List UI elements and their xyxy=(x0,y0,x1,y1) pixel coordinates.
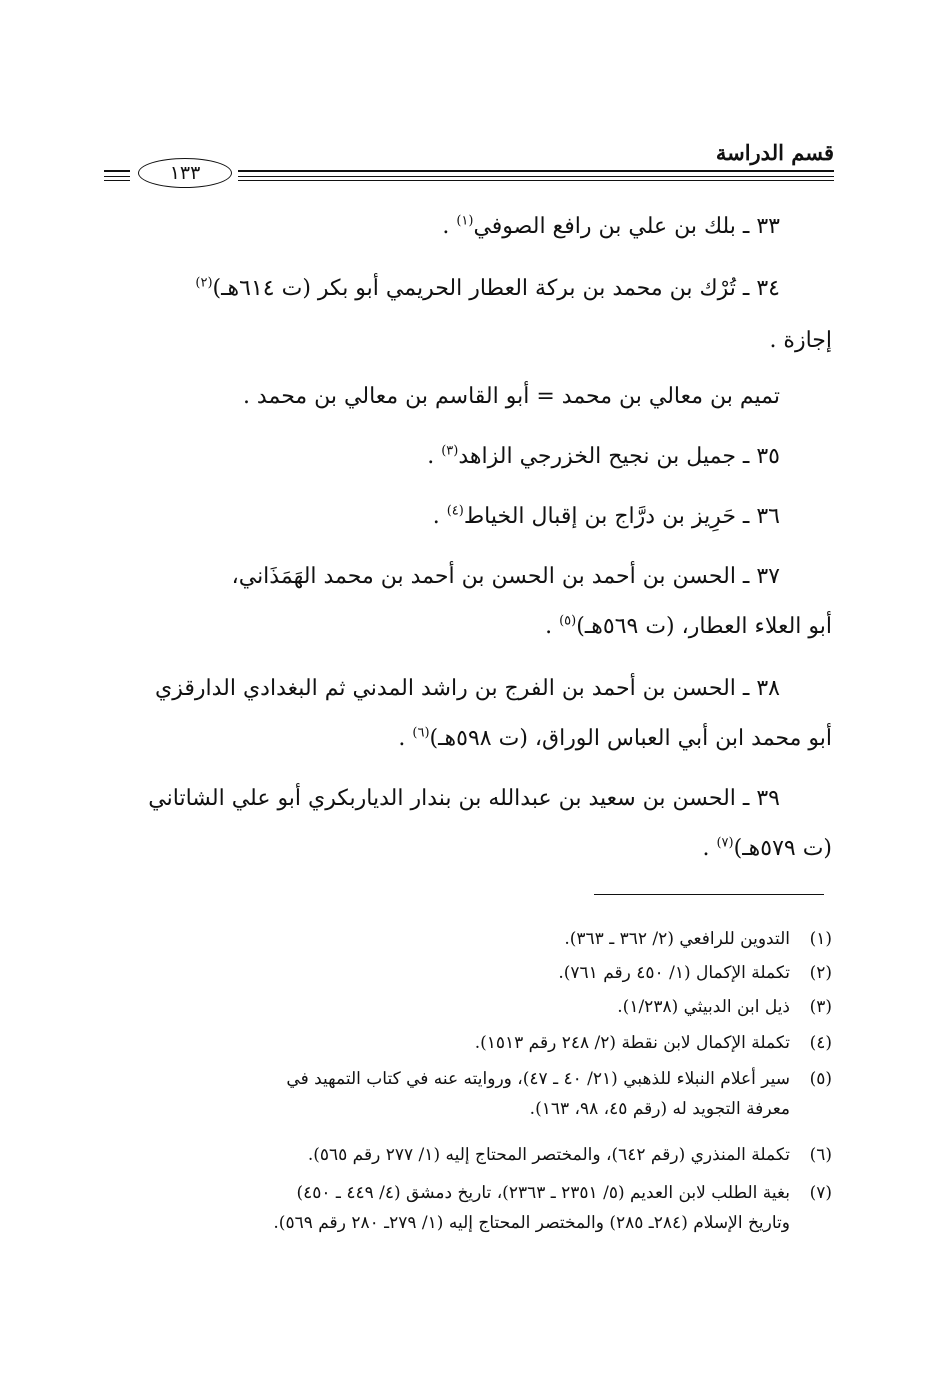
header-rule xyxy=(104,170,130,172)
footnote-continuation: معرفة التجويد له (رقم ٤٥، ٩٨، ١٦٣). xyxy=(529,1099,790,1119)
entry-39-line2 xyxy=(108,834,832,864)
footnote-3 xyxy=(106,992,832,1022)
entry-36 xyxy=(108,502,832,532)
footnote-text: بغية الطلب لابن العديم (٥/ ٢٣٥١ ـ ٢٣٦٣)، تاريخ دمشق (٤/ ٤٤٩ ـ ٤٥٠) xyxy=(296,1183,790,1203)
entry-text: أبو محمد ابن أبي العباس الوراق، (ت ٥٩٨هـ) xyxy=(429,726,832,751)
footnote-text: تكملة الإكمال (١/ ٤٥٠ رقم ٧٦١). xyxy=(558,963,790,983)
entry-text: (ت ٥٧٩هـ) xyxy=(733,836,832,861)
footnote-separator xyxy=(594,894,824,895)
footnote-number: (٣) xyxy=(809,997,832,1017)
footnote-number: (٤) xyxy=(809,1033,832,1053)
footnote-continuation: وتاريخ الإسلام (٢٨٤ـ ٢٨٥) والمختصر المحتاج إليه (١/ ٢٧٩ـ ٢٨٠ رقم ٥٦٩). xyxy=(273,1213,790,1233)
page-number: ١٣٣ xyxy=(138,158,232,188)
entry-tail: . xyxy=(398,726,413,751)
entry-tail: . xyxy=(545,614,560,639)
entry-39-line1 xyxy=(108,784,832,814)
entry-text: تميم بن معالي بن محمد = أبو القاسم بن معالي بن محمد . xyxy=(242,384,780,409)
entry-text: أبو العلاء العطار، (ت ٥٦٩هـ) xyxy=(576,614,832,639)
entry-34-line2 xyxy=(108,326,832,356)
footnote-text: تكملة المنذري (رقم ٦٤٢)، والمختصر المحتاج إليه (١/ ٢٧٧ رقم ٥٦٥). xyxy=(307,1145,790,1165)
entry-text: ٣٨ ـ الحسن بن أحمد بن الفرج بن راشد المدني ثم البغدادي الدارقزي xyxy=(154,676,780,701)
entry-37-line1 xyxy=(108,562,832,592)
entry-33 xyxy=(108,212,832,242)
header-rule xyxy=(238,180,834,181)
entry-text: ٣٩ ـ الحسن بن سعيد بن عبدالله بن بندار الدياربكري أبو علي الشاتاني xyxy=(148,786,780,811)
footnote-ref[interactable]: (٥) xyxy=(559,613,577,629)
header-rule xyxy=(104,176,130,177)
footnote-2 xyxy=(106,958,832,988)
entry-38-line1 xyxy=(108,674,832,704)
header-rule xyxy=(238,176,834,177)
entry-tail: . xyxy=(427,444,442,469)
entry-tail: . xyxy=(432,504,447,529)
entry-text: ٣٦ ـ حَرِيز بن درَّاج بن إقبال الخياط xyxy=(463,504,780,529)
entry-37-line2 xyxy=(108,612,832,642)
entry-text: ٣٤ ـ تُرْك بن محمد بن بركة العطار الحريمي أبو بكر (ت ٦١٤هـ) xyxy=(212,276,780,301)
footnote-6 xyxy=(106,1140,832,1170)
footnote-number: (٢) xyxy=(809,963,832,983)
footnote-number: (٥) xyxy=(809,1069,832,1089)
footnote-number: (١) xyxy=(809,929,832,949)
entry-text: ٣٣ ـ بلك بن علي بن رافع الصوفي xyxy=(473,214,780,239)
section-title: قسم الدراسة xyxy=(715,140,834,165)
footnote-text: سير أعلام النبلاء للذهبي (٢١/ ٤٠ ـ ٤٧)، وروايته عنه في كتاب التمهيد في xyxy=(286,1069,790,1089)
entry-38-line2 xyxy=(108,724,832,754)
entry-tail: . xyxy=(702,836,717,861)
footnote-text: تكملة الإكمال لابن نقطة (٢/ ٢٤٨ رقم ١٥١٣). xyxy=(474,1033,790,1053)
footnote-ref[interactable]: (١) xyxy=(456,213,474,229)
footnote-7 xyxy=(106,1178,832,1238)
entry-text: ٣٧ ـ الحسن بن أحمد بن الحسن بن أحمد بن محمد الهَمَذَاني، xyxy=(231,564,780,589)
entry-35 xyxy=(108,442,832,472)
footnote-ref[interactable]: (٤) xyxy=(446,503,464,519)
footnote-5 xyxy=(106,1064,832,1124)
entry-text: إجازة . xyxy=(769,328,832,353)
header-rule xyxy=(104,180,130,181)
entry-text: ٣٥ ـ جميل بن نجيح الخزرجي الزاهد xyxy=(458,444,780,469)
entry-34-line1 xyxy=(108,274,832,304)
footnote-4 xyxy=(106,1028,832,1058)
footnote-ref[interactable]: (٢) xyxy=(195,275,213,291)
footnote-1 xyxy=(106,924,832,954)
footnote-text: ذيل ابن الدبيثي (١/٢٣٨). xyxy=(617,997,790,1017)
footnote-number: (٧) xyxy=(809,1183,832,1203)
cross-reference xyxy=(108,382,832,412)
entry-tail: . xyxy=(442,214,457,239)
footnote-text: التدوين للرافعي (٢/ ٣٦٢ ـ ٣٦٣). xyxy=(564,929,790,949)
footnote-ref[interactable]: (٦) xyxy=(412,725,430,741)
footnote-ref[interactable]: (٣) xyxy=(441,443,459,459)
footnote-number: (٦) xyxy=(809,1145,832,1165)
footnote-ref[interactable]: (٧) xyxy=(716,835,734,851)
header-rule xyxy=(238,170,834,172)
